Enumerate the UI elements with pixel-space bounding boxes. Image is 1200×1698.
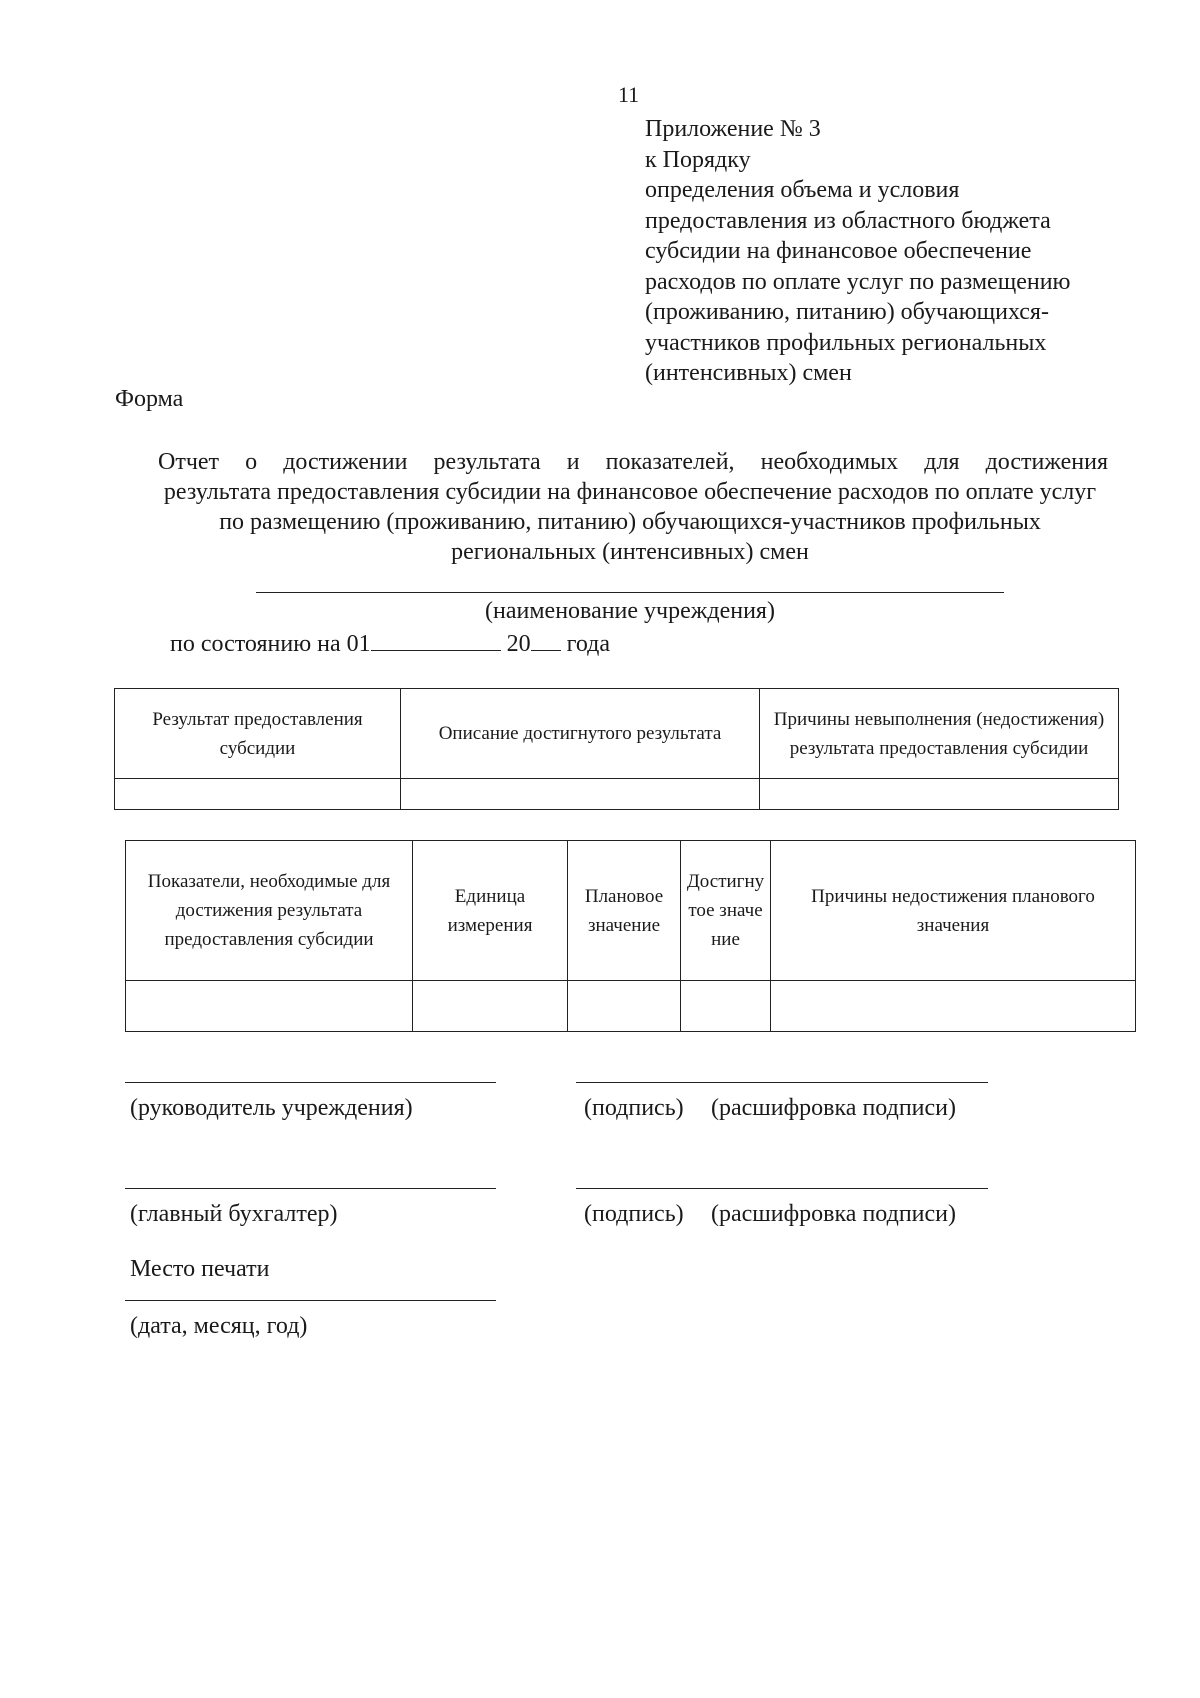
title-line: региональных (интенсивных) смен — [451, 539, 809, 565]
table-header-cell: Результат предоставления субсидии — [115, 689, 401, 779]
head-signature-line[interactable] — [576, 1082, 988, 1083]
year-blank[interactable] — [531, 628, 561, 651]
appendix-line: (проживанию, питанию) обучающихся- — [645, 299, 1049, 325]
signature-decode-label: (расшифровка подписи) — [711, 1095, 956, 1121]
table-cell[interactable] — [115, 779, 401, 810]
month-blank[interactable] — [371, 628, 501, 651]
accountant-signature-line[interactable] — [576, 1188, 988, 1189]
table-header-row — [115, 689, 1119, 779]
appendix-line: к Порядку — [645, 146, 751, 173]
appendix-line: определения объема и условия — [645, 177, 960, 203]
date-suffix: года — [566, 631, 611, 657]
table-header-cell: Единица измерения — [413, 841, 568, 981]
signature-label: (подпись) — [584, 1095, 684, 1121]
title-line: Отчет о достижении результата и показателей, необходимых для достижения — [158, 449, 1108, 475]
result-table — [114, 688, 1119, 810]
appendix-line: участников профильных региональных — [645, 329, 1047, 356]
appendix-line: (интенсивных) смен — [645, 360, 852, 386]
table-header-cell: Причины невыполнения (недостижения) результата предоставления субсидии — [760, 689, 1119, 779]
table-header-cell: Достигнутое значение — [681, 841, 771, 981]
table-header-cell: Причины недостижения планового значения — [771, 841, 1136, 981]
appendix-line: расходов по оплате услуг по размещению — [645, 268, 1071, 295]
table-cell[interactable] — [771, 981, 1136, 1032]
table-cell[interactable] — [401, 779, 760, 810]
signature-label: (подпись) — [584, 1201, 684, 1227]
table-header-cell: Описание достигнутого результата — [401, 689, 760, 779]
date-prefix: по состоянию на 01 — [170, 631, 371, 657]
year-prefix: 20 — [506, 631, 531, 657]
report-date-line — [170, 628, 610, 658]
table-cell[interactable] — [126, 981, 413, 1032]
stamp-label: Место печати — [130, 1256, 270, 1282]
table-cell[interactable] — [681, 981, 771, 1032]
head-label: (руководитель учреждения) — [130, 1095, 413, 1121]
table-row — [126, 981, 1136, 1032]
report-title — [110, 447, 1150, 567]
form-label: Форма — [115, 386, 184, 412]
institution-name-caption: (наименование учреждения) — [485, 598, 775, 624]
table-header-cell: Показатели, необходимые для достижения результата предоставления субсидии — [126, 841, 413, 981]
title-line: результата предоставления субсидии на финансовое обеспечение расходов по оплате услуг — [163, 479, 1097, 505]
appendix-line: субсидии на финансовое обеспечение — [645, 238, 1032, 264]
head-name-line[interactable] — [125, 1082, 496, 1083]
indicators-table — [125, 840, 1136, 1032]
table-header-cell: Плановое значение — [568, 841, 681, 981]
date-label: (дата, месяц, год) — [130, 1313, 308, 1339]
title-line: по размещению (проживанию, питанию) обучающихся-участников профильных — [219, 509, 1041, 535]
table-row — [115, 779, 1119, 810]
table-cell[interactable] — [760, 779, 1119, 810]
accountant-name-line[interactable] — [125, 1188, 496, 1189]
table-cell[interactable] — [413, 981, 568, 1032]
institution-name-line[interactable] — [256, 592, 1004, 593]
signature-decode-label: (расшифровка подписи) — [711, 1201, 956, 1227]
appendix-line: предоставления из областного бюджета — [645, 207, 1051, 234]
date-line[interactable] — [125, 1300, 496, 1301]
table-header-row — [126, 841, 1136, 981]
page-number: 11 — [618, 82, 640, 107]
appendix-header — [645, 114, 1070, 389]
accountant-label: (главный бухгалтер) — [130, 1201, 338, 1227]
appendix-line: Приложение № 3 — [645, 116, 821, 142]
table-cell[interactable] — [568, 981, 681, 1032]
